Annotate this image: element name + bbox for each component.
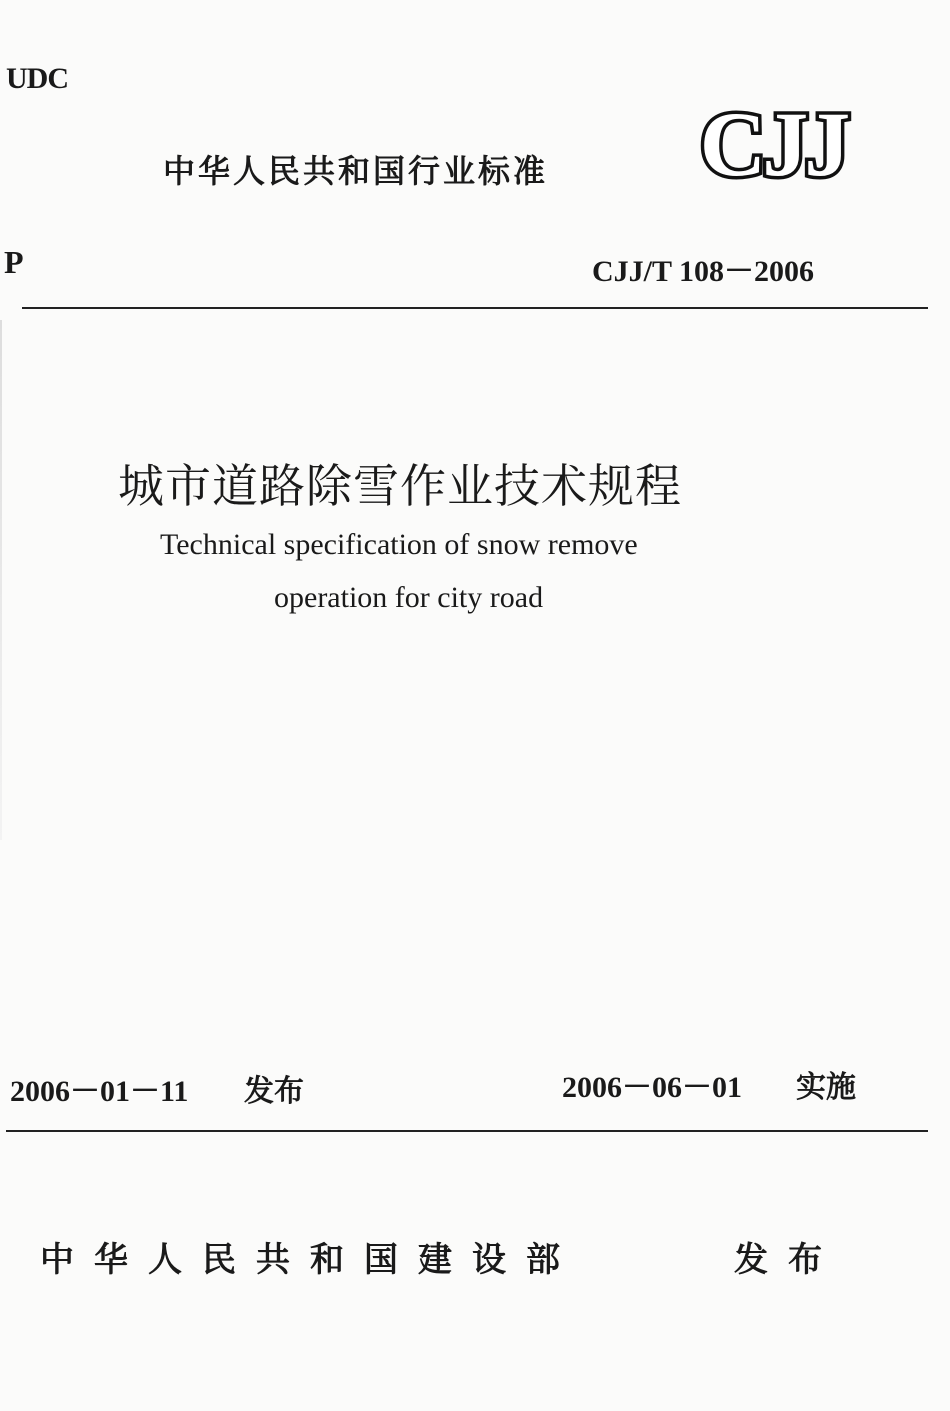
udc-label: UDC — [6, 62, 68, 95]
title-english-line2: operation for city road — [274, 581, 544, 614]
top-divider — [22, 307, 928, 309]
standard-number: CJJ/T 108－2006 — [592, 255, 814, 288]
title-chinese: 城市道路除雪作业技术规程 — [118, 459, 682, 513]
industry-standard-heading: 中华人民共和国行业标准 — [163, 152, 549, 190]
publisher-issued-label: 发布 — [734, 1240, 842, 1280]
publisher-name: 中华人民共和国建设部 — [40, 1240, 580, 1280]
effective-label: 实施 — [796, 1070, 856, 1105]
cjj-logo — [688, 95, 858, 185]
issue-date: 2006－01－11 — [10, 1075, 189, 1108]
issue-label: 发布 — [244, 1074, 304, 1109]
classification-code: P — [4, 244, 24, 280]
title-english-line1: Technical specification of snow remove — [160, 528, 638, 561]
bottom-divider — [6, 1130, 928, 1132]
svg-text:CJJ: CJJ — [699, 95, 847, 185]
page-edge-shadow — [0, 320, 2, 840]
effective-date: 2006－06－01 — [562, 1071, 742, 1104]
